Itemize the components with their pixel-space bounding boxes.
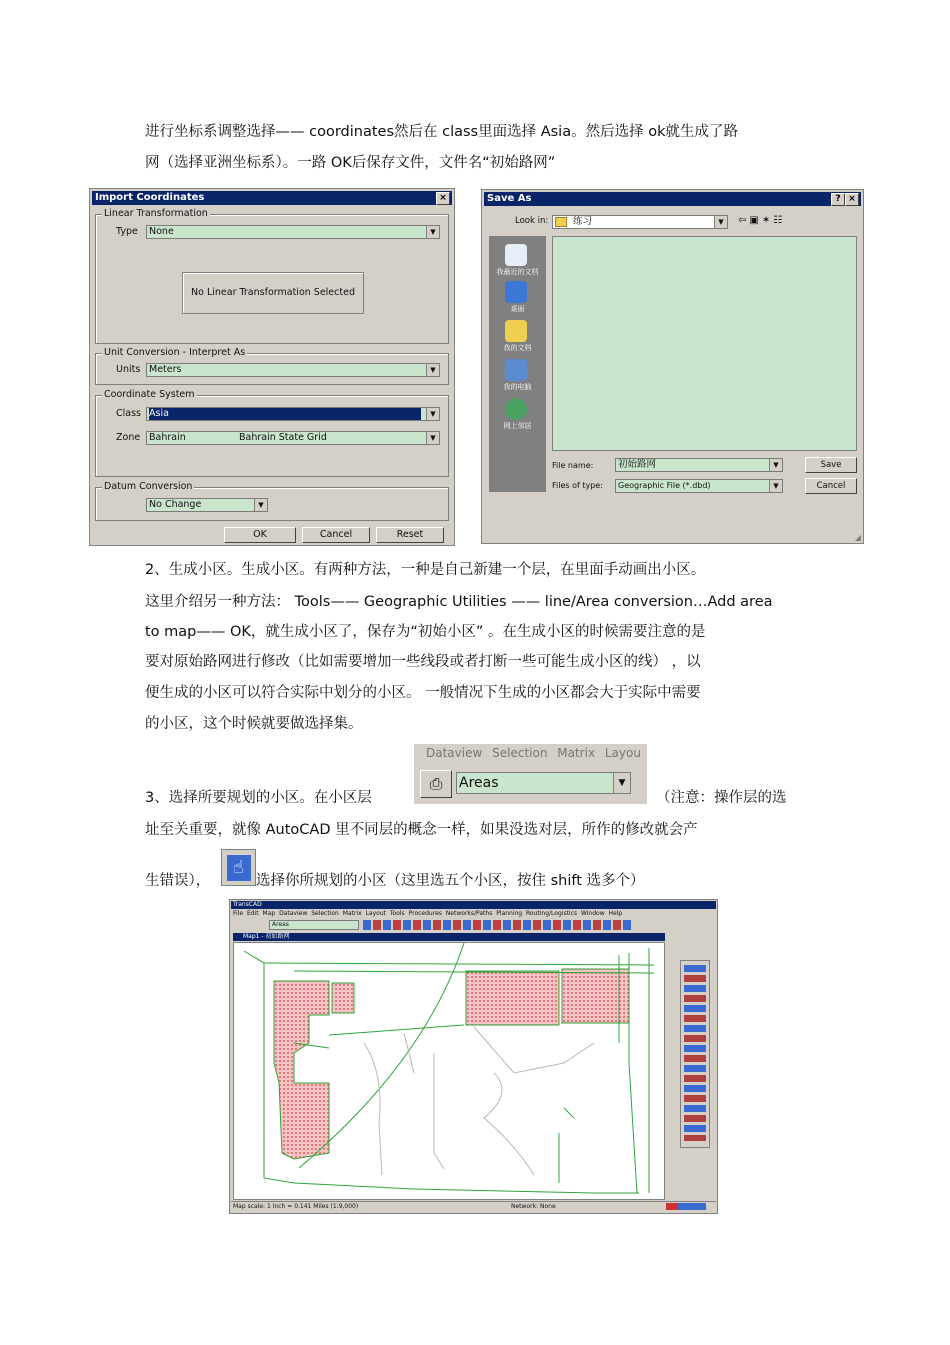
paragraph-2-line-6: 的小区，这个时候就要做选择集。	[145, 716, 363, 732]
class-value: Asia	[149, 408, 421, 420]
menu-item[interactable]: Planning	[496, 910, 523, 917]
map-title: Map1 - 初始路网	[243, 933, 290, 940]
unit-conversion-group	[95, 347, 449, 385]
zone-value-b: Bahrain State Grid	[239, 432, 327, 443]
chevron-down-icon[interactable]: ▼	[426, 226, 439, 238]
status-bar	[231, 1201, 716, 1212]
views-icon[interactable]: ☷	[773, 215, 786, 226]
import-coordinates-dialog	[89, 188, 455, 546]
minor-road	[474, 1027, 594, 1073]
paragraph-3-line-1b: （注意：操作层的选	[656, 790, 787, 806]
chevron-down-icon[interactable]: ▼	[426, 432, 439, 444]
folder-icon	[555, 217, 567, 227]
menu-item[interactable]: Edit	[246, 910, 259, 917]
zone-select[interactable]	[146, 431, 440, 445]
paragraph-2-line-2: 这里介绍另一种方法： Tools—— Geographic Utilities —— line/Area conversion…Add area	[145, 594, 773, 610]
menu-item[interactable]: Layout	[365, 910, 386, 917]
menu-dataview[interactable]: Dataview	[426, 746, 483, 760]
map-layer-select[interactable]	[269, 920, 359, 930]
tray-icons	[666, 1203, 706, 1210]
chevron-down-icon[interactable]: ▼	[613, 773, 630, 793]
chevron-down-icon[interactable]: ▼	[769, 480, 782, 492]
menu-item[interactable]: Help	[608, 910, 623, 917]
minor-road	[364, 1043, 382, 1175]
map-canvas[interactable]	[233, 942, 665, 1200]
transcad-window	[229, 899, 718, 1214]
resize-grip-icon[interactable]: ◢	[854, 533, 861, 542]
new-folder-icon[interactable]: ✶	[761, 215, 774, 226]
cancel-button[interactable]: Cancel	[805, 478, 857, 494]
layer-toolbar-screenshot	[414, 744, 647, 804]
paragraph-2-line-3: to map—— OK，就生成小区了，保存为“初始小区” 。在生成小区的时候需要注意的是	[145, 624, 706, 640]
selected-area	[274, 981, 329, 1159]
units-select[interactable]	[146, 363, 440, 377]
layer-value: Areas	[459, 775, 499, 791]
places-label: 网上邻居	[503, 422, 532, 430]
look-in-value: 练习	[573, 216, 593, 227]
chevron-down-icon[interactable]: ▼	[714, 216, 727, 228]
paragraph-2-line-4: 要对原始路网进行修改（比如需要增加一些线段或者打断一些可能生成小区的线） ，以	[145, 654, 701, 670]
class-label: Class	[116, 408, 141, 419]
paragraph-3-line-3a: 生错误），	[145, 873, 211, 889]
help-icon[interactable]: ?	[831, 193, 845, 206]
places-label: 我最近的文档	[496, 268, 539, 276]
paragraph-1-line-2: 网（选择亚洲坐标系）。一路 OK后保存文件，文件名“初始路网”	[145, 155, 556, 171]
type-value: None	[149, 226, 174, 237]
linear-transformation-group	[95, 208, 449, 344]
datum-select[interactable]	[146, 498, 268, 512]
desktop-icon[interactable]	[505, 281, 527, 303]
group-legend: Linear Transformation	[104, 208, 208, 219]
road-line	[264, 963, 654, 965]
my-documents-icon[interactable]	[505, 320, 527, 342]
minor-road	[484, 1073, 534, 1175]
places-label: 桌面	[510, 305, 525, 313]
chevron-down-icon[interactable]: ▼	[426, 364, 439, 376]
road-line	[564, 1108, 574, 1118]
save-button[interactable]: Save	[805, 457, 857, 473]
paragraph-3-line-3b: 选择你所规划的小区（这里选五个小区，按住 shift 选多个）	[256, 873, 645, 889]
app-toolbar	[233, 919, 633, 931]
group-legend: Unit Conversion - Interpret As	[104, 347, 246, 358]
type-select[interactable]	[146, 225, 440, 239]
selected-area	[332, 983, 354, 1013]
print-icon[interactable]: ⎙	[420, 770, 452, 798]
units-value: Meters	[149, 364, 182, 375]
chevron-down-icon[interactable]: ▼	[769, 459, 782, 471]
my-computer-icon[interactable]	[505, 359, 527, 381]
network-places-icon[interactable]	[505, 398, 527, 420]
places-label: 我的电脑	[503, 383, 532, 391]
road-line	[329, 1025, 464, 1035]
places-bar	[489, 236, 546, 492]
minor-road	[404, 1033, 414, 1073]
zone-label: Zone	[116, 432, 141, 443]
close-icon[interactable]: ×	[436, 192, 450, 205]
group-legend: Datum Conversion	[104, 481, 193, 492]
type-label: Type	[116, 226, 138, 237]
menu-item[interactable]: Networks/Paths	[445, 910, 493, 917]
menu-item[interactable]: Procedures	[408, 910, 442, 917]
paragraph-3-line-1a: 3、选择所要规划的小区。在小区层	[145, 790, 372, 806]
file-name-value: 初始路网	[618, 459, 657, 470]
layer-select[interactable]	[456, 772, 631, 794]
chevron-down-icon[interactable]: ▼	[426, 408, 439, 420]
menu-item[interactable]: File	[233, 910, 244, 917]
tools-palette	[680, 960, 710, 1148]
menu-item[interactable]: Tools	[389, 910, 405, 917]
paragraph-1-line-1: 进行坐标系调整选择—— coordinates然后在 class里面选择 Asia。然后选择 ok就生成了路	[145, 124, 738, 140]
menu-item[interactable]: Dataview	[279, 910, 308, 917]
menu-item[interactable]: Matrix	[342, 910, 362, 917]
map-layer-value: Areas	[272, 921, 289, 928]
toolbar-buttons[interactable]	[363, 920, 633, 930]
app-title-bar	[231, 901, 716, 909]
nav-toolbar	[738, 215, 785, 226]
menu-item[interactable]: Routing/Logistics	[526, 910, 578, 917]
dialog-title: Import Coordinates	[95, 192, 205, 203]
close-icon[interactable]: ×	[845, 193, 859, 206]
dialog-title-bar	[484, 192, 861, 206]
ok-button[interactable]: OK	[224, 527, 296, 543]
reset-button[interactable]: Reset	[376, 527, 444, 543]
file-type-value: Geographic File (*.dbd)	[618, 481, 711, 490]
no-transform-box	[182, 272, 364, 314]
no-transform-text: No Linear Transformation Selected	[191, 287, 355, 298]
paragraph-3-line-2: 址至关重要，就像 AutoCAD 里不同层的概念一样，如果没选对层，所作的修改就会产	[145, 822, 698, 838]
menu-item[interactable]: Map	[262, 910, 276, 917]
file-name-label: File name:	[552, 461, 594, 470]
back-icon[interactable]: ⇦	[738, 215, 750, 226]
hand-icon: ☝	[233, 857, 244, 878]
road-line	[629, 953, 637, 1193]
save-as-dialog	[481, 189, 864, 544]
tool-buttons[interactable]	[684, 965, 706, 1141]
zone-value-a: Bahrain	[149, 432, 186, 443]
paragraph-2-line-5: 便生成的小区可以符合实际中划分的小区。 一般情况下生成的小区都会大于实际中需要	[145, 685, 701, 701]
units-label: Units	[116, 364, 141, 375]
chevron-down-icon[interactable]: ▼	[254, 499, 267, 511]
app-menu-bar	[233, 910, 622, 917]
file-type-label: Files of type:	[552, 481, 603, 490]
menu-bar	[426, 746, 641, 760]
file-list[interactable]	[552, 236, 857, 451]
menu-layout[interactable]: Layou	[604, 746, 641, 760]
places-label: 我的文档	[503, 344, 532, 352]
look-in-select[interactable]	[552, 215, 728, 229]
cancel-button[interactable]: Cancel	[302, 527, 370, 543]
datum-conversion-group	[95, 481, 449, 521]
look-in-label: Look in:	[515, 216, 549, 226]
menu-matrix[interactable]: Matrix	[557, 746, 596, 760]
selected-area	[466, 971, 559, 1025]
group-legend: Coordinate System	[104, 389, 195, 400]
recent-documents-icon[interactable]	[505, 244, 527, 266]
map-drawing	[234, 943, 664, 1199]
app-title: TransCAD	[233, 901, 262, 908]
file-name-input[interactable]	[615, 458, 783, 472]
class-select[interactable]	[146, 407, 440, 421]
minor-road	[434, 1053, 444, 1169]
datum-value: No Change	[149, 499, 202, 510]
dialog-title-bar	[92, 191, 452, 205]
select-pointer-icon[interactable]	[221, 849, 256, 886]
paragraph-2-line-1: 2、生成小区。生成小区。有两种方法，一种是自己新建一个层，在里面手动画出小区。	[145, 562, 706, 578]
menu-item[interactable]: Selection	[311, 910, 339, 917]
status-scale: Map scale: 1 Inch = 0.141 Miles (1:9,000)	[233, 1203, 359, 1210]
up-folder-icon[interactable]: ▣	[749, 215, 762, 226]
file-type-select[interactable]	[615, 479, 783, 493]
status-network: Network: None	[511, 1203, 556, 1210]
map-title-bar	[233, 933, 665, 941]
menu-selection[interactable]: Selection	[492, 746, 548, 760]
menu-item[interactable]: Window	[580, 910, 605, 917]
dialog-title: Save As	[487, 193, 532, 204]
coordinate-system-group	[95, 389, 449, 477]
